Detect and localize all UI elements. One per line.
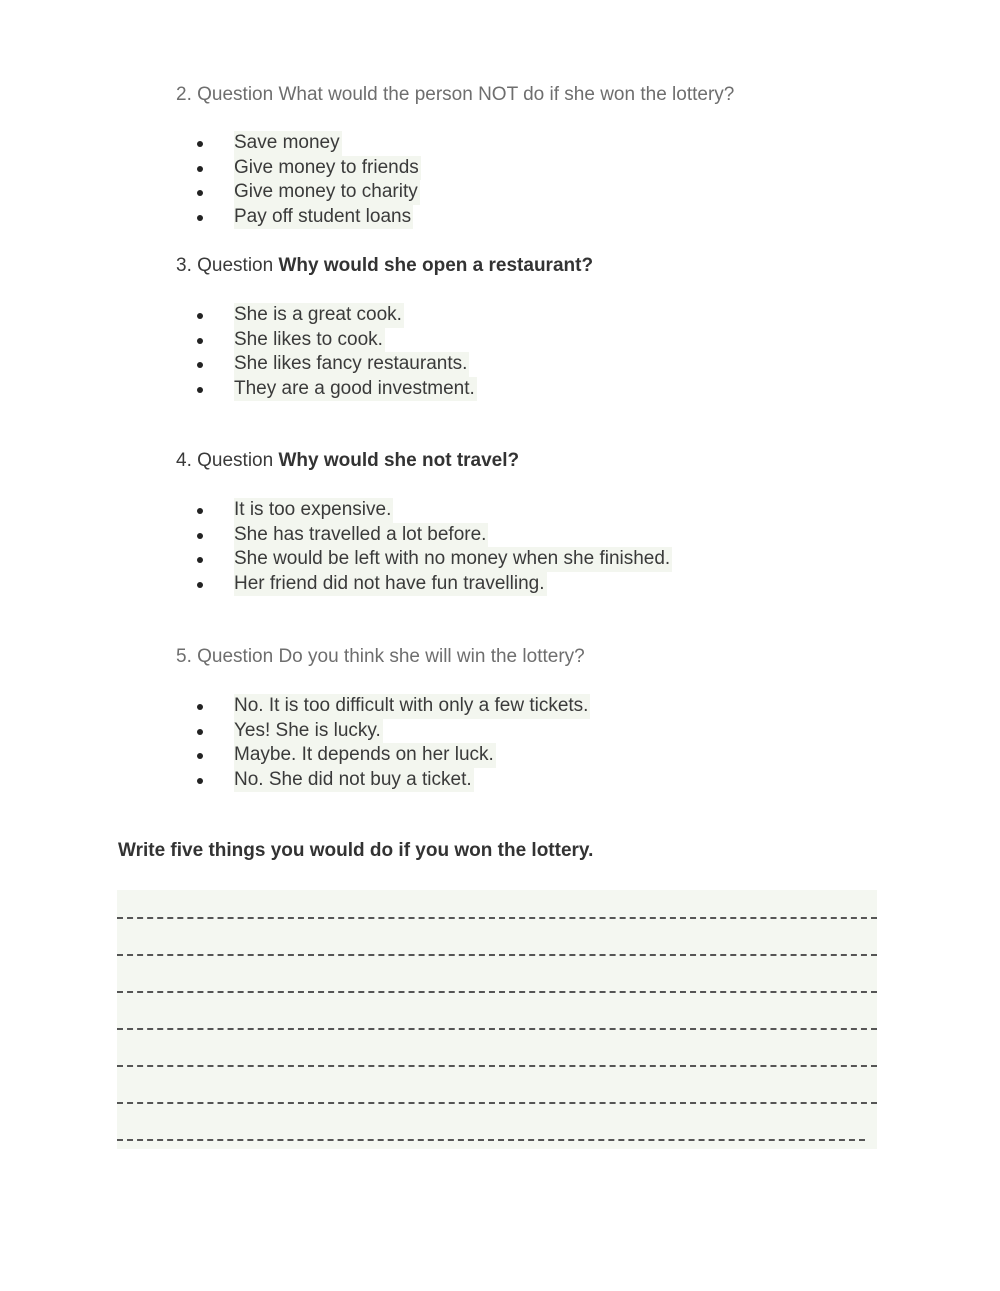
bullet-icon [197, 704, 203, 710]
question-4 [176, 450, 519, 472]
dashed-rule [117, 991, 877, 993]
question-2-number: 2. Question [176, 84, 274, 105]
answer-line[interactable] [117, 1075, 877, 1112]
writing-area[interactable] [117, 890, 877, 1149]
bullet-icon [197, 533, 203, 539]
answer-line[interactable] [117, 1001, 877, 1038]
question-3-number: 3. Question [176, 255, 274, 276]
bullet-icon [197, 190, 203, 196]
bullet-icon [197, 215, 203, 221]
bullet-icon [197, 166, 203, 172]
bullet-icon [197, 362, 203, 368]
question-4-number: 4. Question [176, 450, 274, 471]
writing-prompt: Write five things you would do if you won the lottery. [118, 840, 594, 861]
question-5 [176, 646, 585, 668]
question-4-text: Why would she not travel? [278, 450, 520, 471]
question-5-text: Do you think she will win the lottery? [278, 646, 585, 667]
dashed-rule [117, 1028, 877, 1030]
bullet-icon [197, 729, 203, 735]
bullet-icon [197, 338, 203, 344]
answer-line[interactable] [117, 964, 877, 1001]
question-2 [176, 84, 734, 106]
dashed-rule [117, 1139, 865, 1141]
question-2-text: What would the person NOT do if she won the lottery? [278, 84, 735, 105]
question-3-text: Why would she open a restaurant? [278, 255, 594, 276]
bullet-icon [197, 508, 203, 514]
bullet-icon [197, 753, 203, 759]
answer-line[interactable] [117, 890, 877, 927]
dashed-rule [117, 1102, 877, 1104]
question-3 [176, 255, 593, 277]
bullet-icon [197, 313, 203, 319]
question-5-number: 5. Question [176, 646, 274, 667]
bullet-icon [197, 557, 203, 563]
bullet-icon [197, 582, 203, 588]
dashed-rule [117, 917, 877, 919]
answer-line[interactable] [117, 1112, 877, 1149]
bullet-icon [197, 387, 203, 393]
dashed-rule [117, 954, 877, 956]
bullet-icon [197, 141, 203, 147]
dashed-rule [117, 1065, 877, 1067]
bullet-icon [197, 778, 203, 784]
answer-line[interactable] [117, 1038, 877, 1075]
answer-line[interactable] [117, 927, 877, 964]
